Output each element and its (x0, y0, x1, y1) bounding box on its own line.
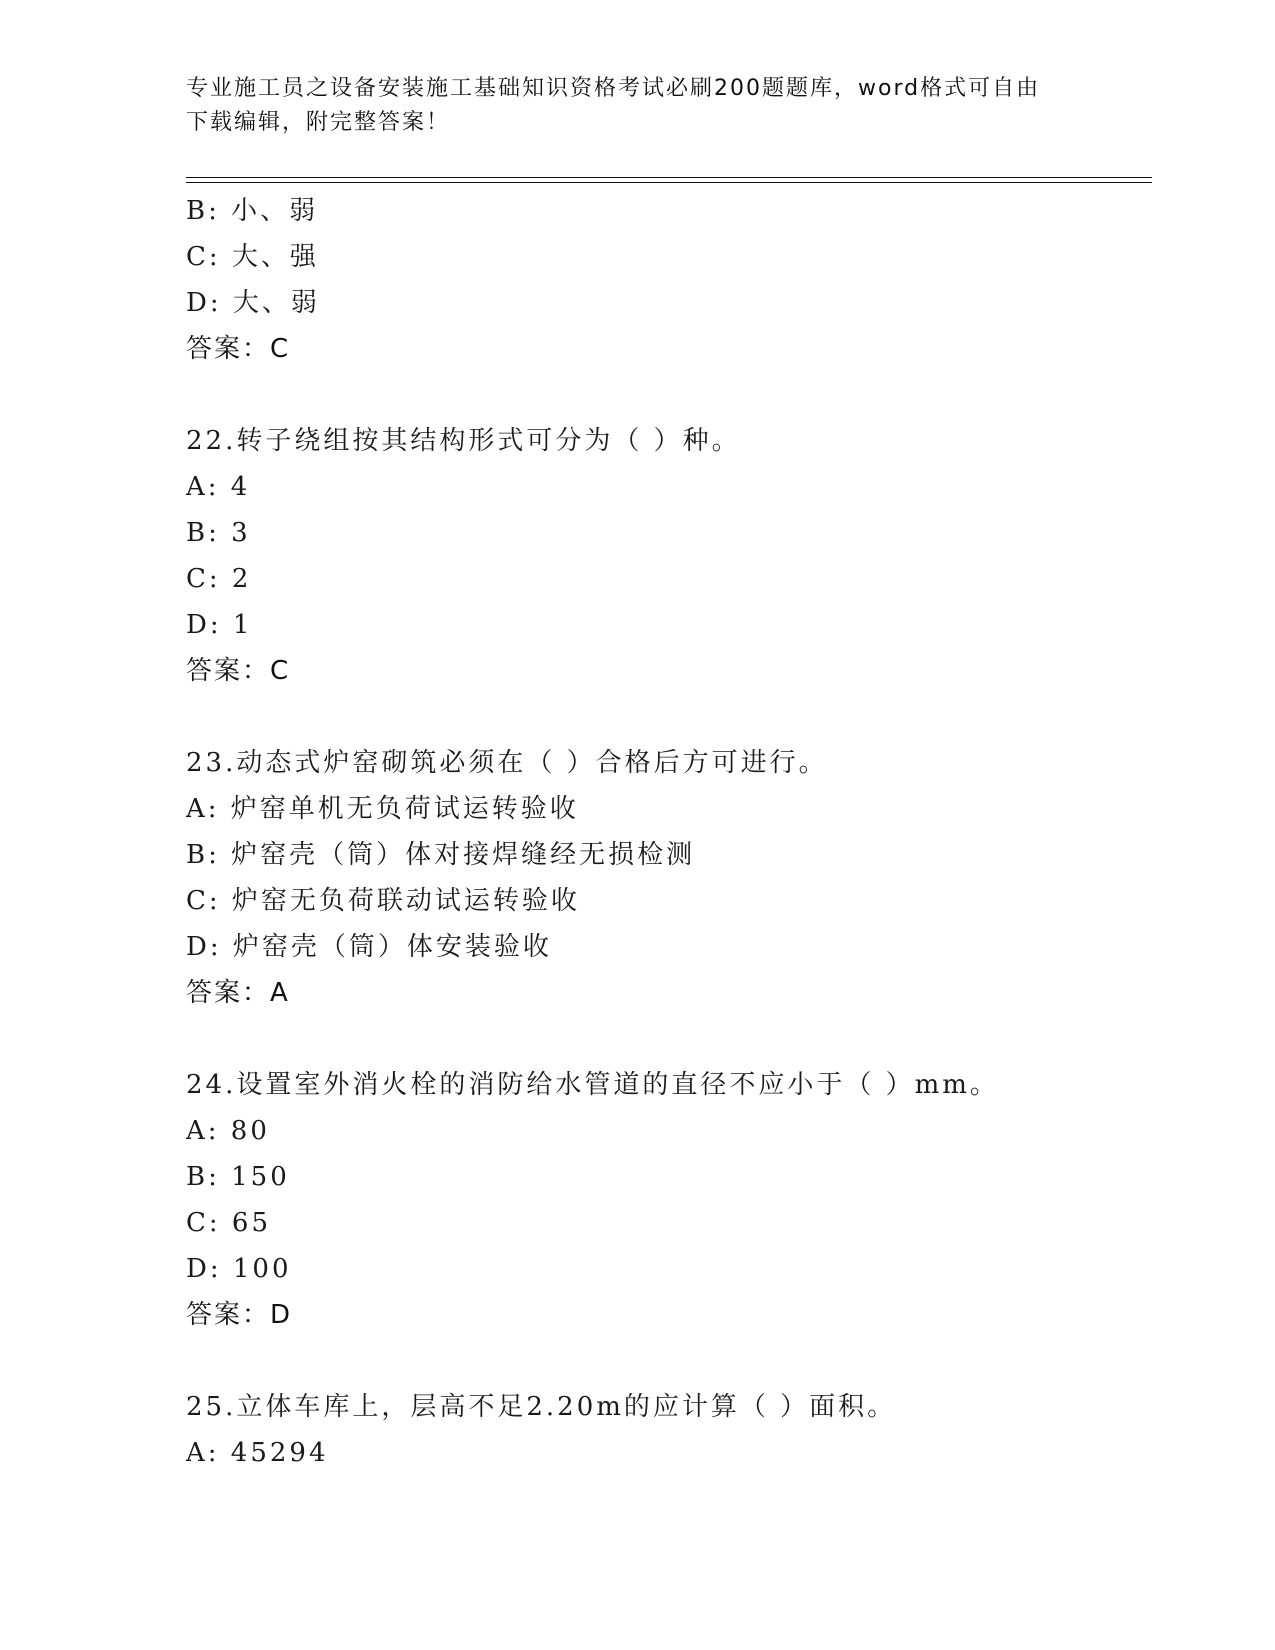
spacer (186, 694, 1152, 740)
question-25 (186, 1384, 1152, 1476)
option-b: B: 小、弱 (186, 196, 319, 226)
header-rule-top (186, 177, 1152, 178)
option-c: C: 65 (186, 1208, 272, 1238)
spacer (186, 372, 1152, 418)
header-title-line-2: 下载编辑，附完整答案！ (186, 110, 451, 135)
option-d: D: 炉窑壳（筒）体安装验收 (186, 932, 552, 962)
option-d: D: 100 (186, 1254, 292, 1284)
option-a: A: 45294 (186, 1438, 329, 1468)
option-a: A: 4 (186, 472, 251, 502)
spacer (186, 1338, 1152, 1384)
question-stem: 22.转子绕组按其结构形式可分为（ ）种。 (186, 426, 741, 456)
question-list (186, 188, 1152, 1476)
option-d: D: 1 (186, 610, 253, 640)
question-23 (186, 740, 1152, 1016)
answer-line: 答案：D (186, 1300, 293, 1330)
option-b: B: 3 (186, 518, 251, 548)
option-c: C: 炉窑无负荷联动试运转验收 (186, 886, 580, 916)
option-a: A: 炉窑单机无负荷试运转验收 (186, 794, 579, 824)
option-d: D: 大、弱 (186, 288, 320, 318)
question-stem: 25.立体车库上，层高不足2.20m的应计算（ ）面积。 (186, 1392, 897, 1422)
header-title-line-1: 专业施工员之设备安装施工基础知识资格考试必刷200题题库，word格式可自由 (186, 76, 1041, 101)
spacer (186, 1016, 1152, 1062)
document-header (186, 72, 1086, 140)
question-stem: 24.设置室外消火栓的消防给水管道的直径不应小于（ ）mm。 (186, 1070, 999, 1100)
question-24 (186, 1062, 1152, 1338)
question-22 (186, 418, 1152, 694)
answer-line: 答案：C (186, 334, 291, 364)
option-a: A: 80 (186, 1116, 270, 1146)
question-21-tail (186, 188, 1152, 372)
option-c: C: 2 (186, 564, 252, 594)
answer-line: 答案：C (186, 656, 291, 686)
question-stem: 23.动态式炉窑砌筑必须在（ ）合格后方可进行。 (186, 748, 828, 778)
option-b: B: 炉窑壳（筒）体对接焊缝经无损检测 (186, 840, 696, 870)
option-b: B: 150 (186, 1162, 290, 1192)
answer-line: 答案：A (186, 978, 290, 1008)
header-rule-bottom (186, 182, 1152, 183)
option-c: C: 大、强 (186, 242, 319, 272)
